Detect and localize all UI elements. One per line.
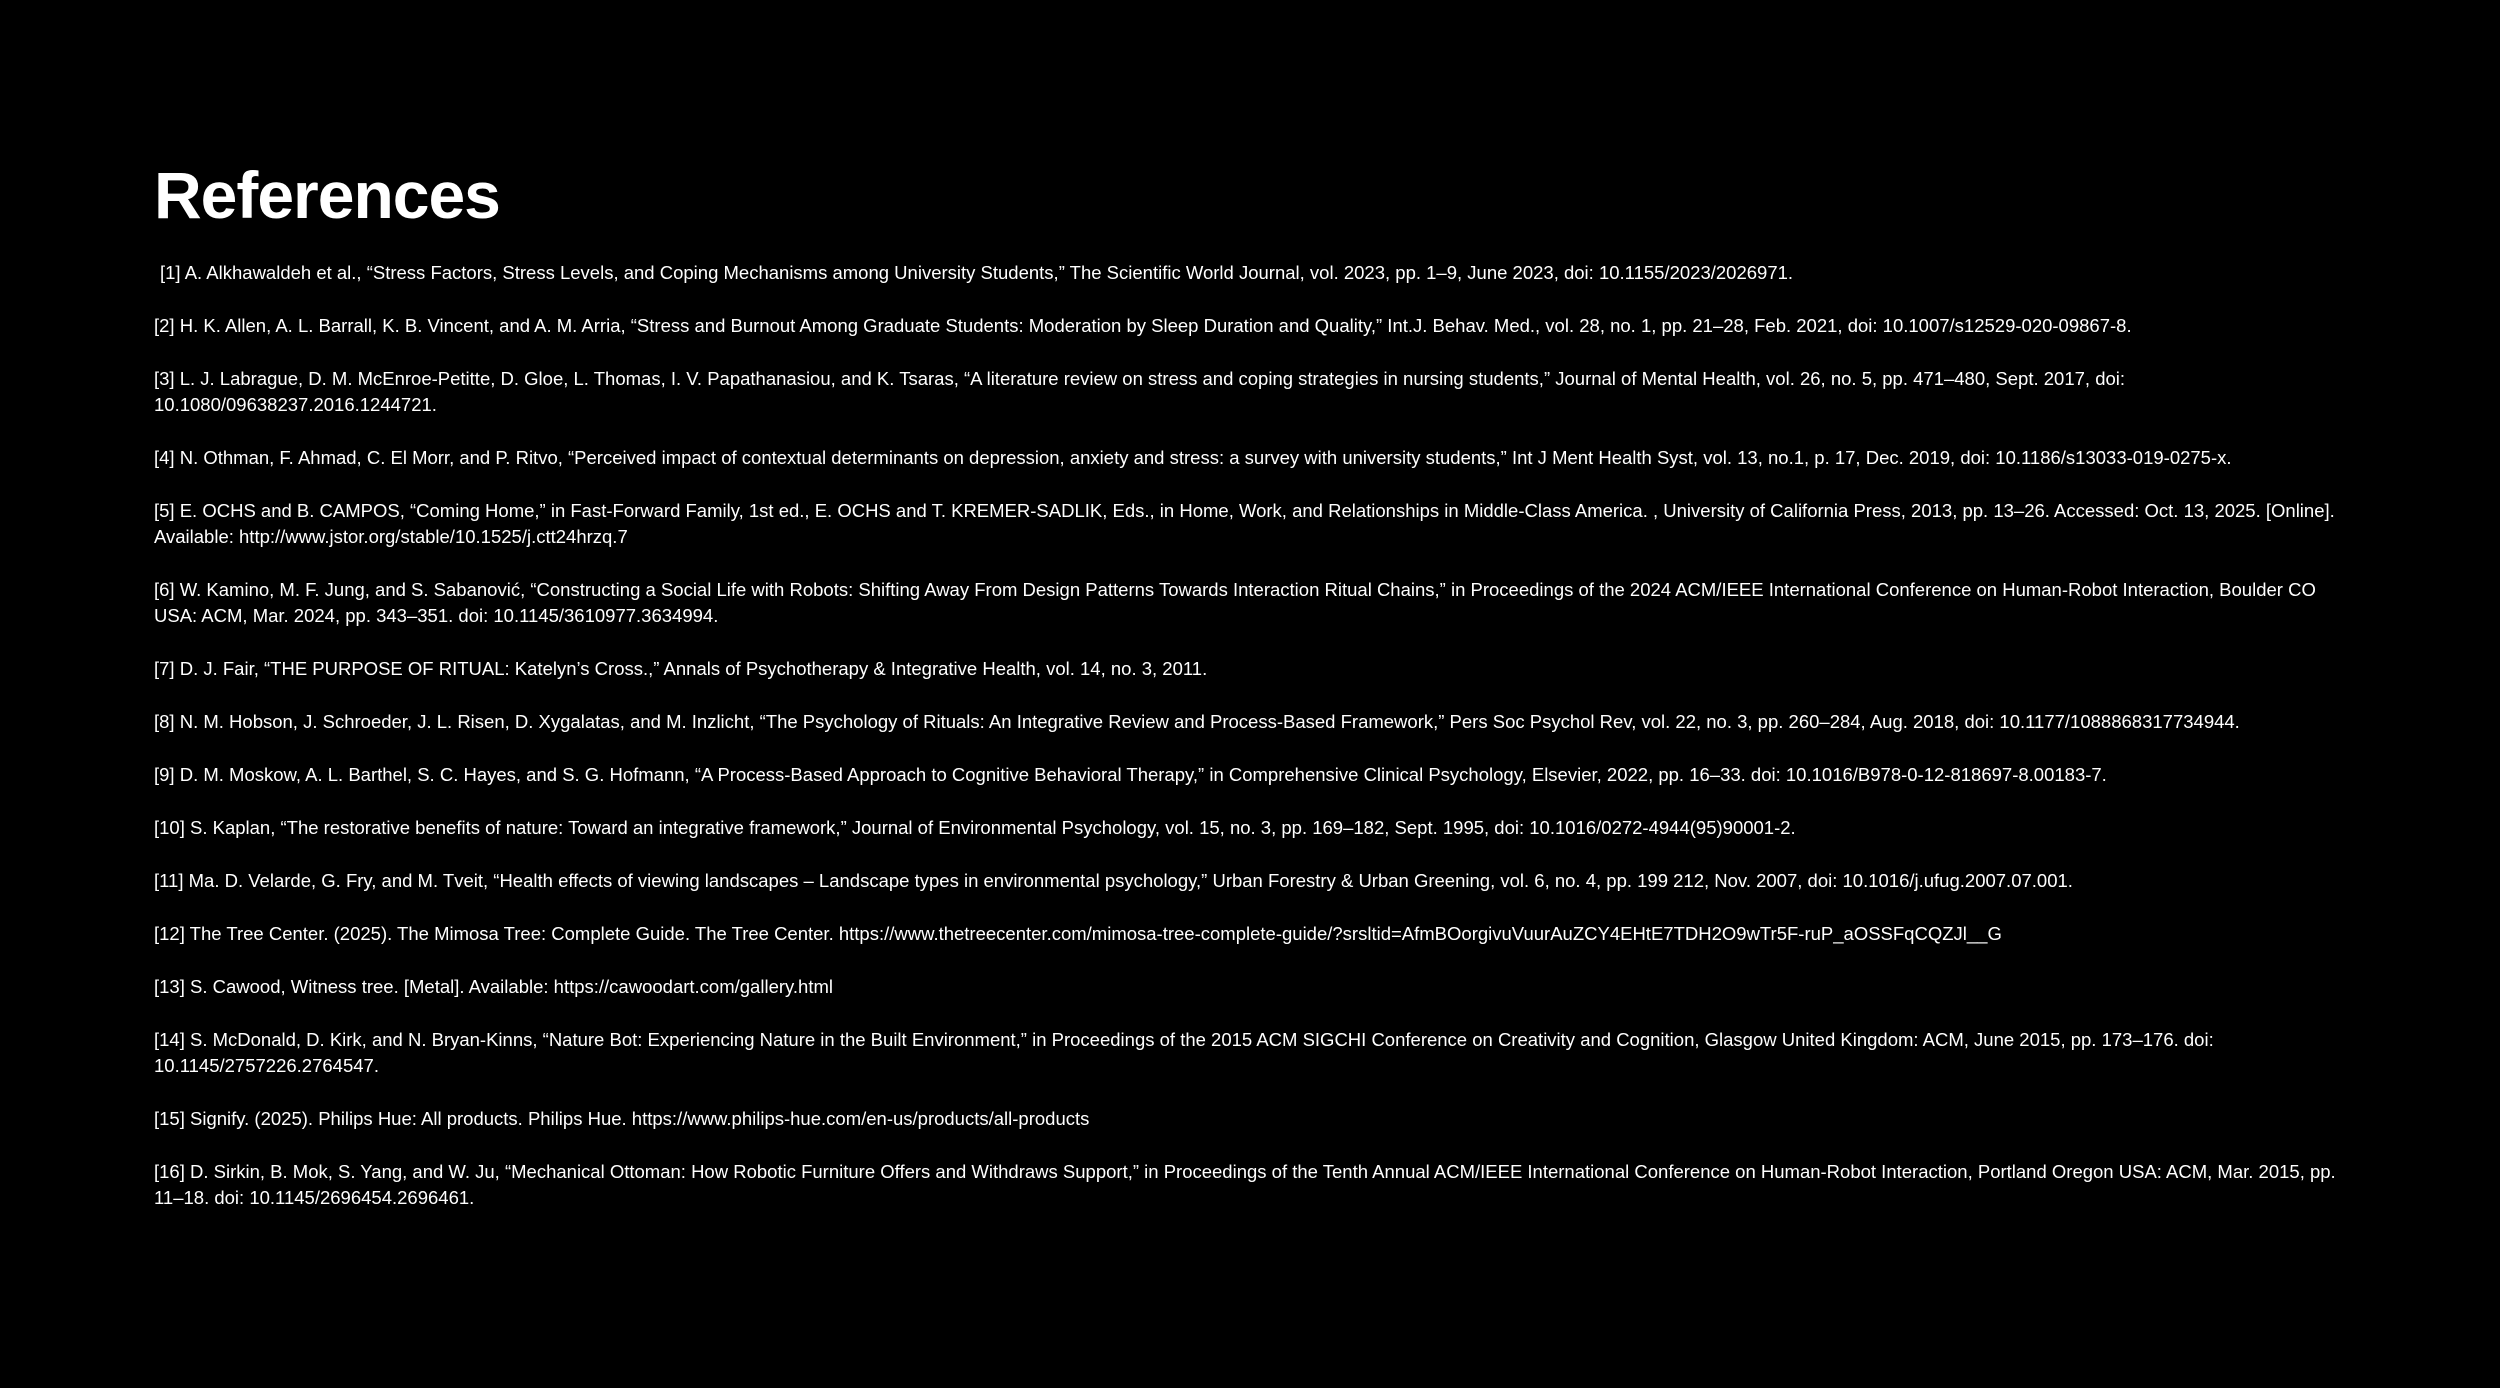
reference-item: [8] N. M. Hobson, J. Schroeder, J. L. Risen, D. Xygalatas, and M. Inzlicht, “The Psychology of Rituals: An Integrative Review and Process-Based Framework,” Pers Soc Psychol Rev, vol. 22, no. 3, pp. 260–284, Aug. 2018, doi: 10.1177/1088868317734944. (154, 711, 2240, 732)
reference-list (154, 260, 2354, 1211)
reference-item: [4] N. Othman, F. Ahmad, C. El Morr, and P. Ritvo, “Perceived impact of contextual determinants on depression, anxiety and stress: a survey with university students,” Int J Ment Health Syst, vol. 13, no.1, p. 17, Dec. 2019, doi: 10.1186/s13033-019-0275-x. (154, 447, 2232, 468)
reference-item: [13] S. Cawood, Witness tree. [Metal]. Available: https://cawoodart.com/gallery.html (154, 976, 833, 997)
page-title: References (154, 158, 500, 232)
reference-item: [7] D. J. Fair, “THE PURPOSE OF RITUAL: Katelyn’s Cross.,” Annals of Psychotherapy & Integrative Health, vol. 14, no. 3, 2011. (154, 658, 1208, 679)
reference-item: [12] The Tree Center. (2025). The Mimosa Tree: Complete Guide. The Tree Center. https://www.thetreecenter.com/mimosa-tree-complete-guide/?srsltid=AfmBOorgivuVuurAuZCY4EHtE7TDH2O9wTr5F-ruP_aOSSFqCQZJl__G (154, 923, 2002, 944)
reference-item: [9] D. M. Moskow, A. L. Barthel, S. C. Hayes, and S. G. Hofmann, “A Process-Based Approach to Cognitive Behavioral Therapy,” in Comprehensive Clinical Psychology, Elsevier, 2022, pp. 16–33. doi: 10.1016/B978-0-12-818697-8.00183-7. (154, 764, 2107, 785)
reference-item: [5] E. OCHS and B. CAMPOS, “Coming Home,” in Fast-Forward Family, 1st ed., E. OCHS and T. KREMER-SADLIK, Eds., in Home, Work, and Relationships in Middle-Class America. , University of California Press, 2013, pp. 13–26. Accessed: Oct. 13, 2025. [Online]. Available: http://www.jstor.org/stable/10.1525/j.ctt24hrzq.7 (154, 500, 2335, 547)
reference-item: [14] S. McDonald, D. Kirk, and N. Bryan-Kinns, “Nature Bot: Experiencing Nature in the Built Environment,” in Proceedings of the 2015 ACM SIGCHI Conference on Creativity and Cognition, Glasgow United Kingdom: ACM, June 2015, pp. 173–176. doi: 10.1145/2757226.2764547. (154, 1029, 2214, 1076)
reference-item: [2] H. K. Allen, A. L. Barrall, K. B. Vincent, and A. M. Arria, “Stress and Burnout Among Graduate Students: Moderation by Sleep Duration and Quality,” Int.J. Behav. Med., vol. 28, no. 1, pp. 21–28, Feb. 2021, doi: 10.1007/s12529-020-09867-8. (154, 315, 2132, 336)
reference-item: [1] A. Alkhawaldeh et al., “Stress Factors, Stress Levels, and Coping Mechanisms among University Students,” The Scientific World Journal, vol. 2023, pp. 1–9, June 2023, doi: 10.1155/2023/2026971. (160, 262, 1794, 283)
reference-item: [10] S. Kaplan, “The restorative benefits of nature: Toward an integrative framework,” Journal of Environmental Psychology, vol. 15, no. 3, pp. 169–182, Sept. 1995, doi: 10.1016/0272-4944(95)90001-2. (154, 817, 1796, 838)
references-slide (154, 150, 2354, 1238)
reference-item: [6] W. Kamino, M. F. Jung, and S. Sabanović, “Constructing a Social Life with Robots: Shifting Away From Design Patterns Towards Interaction Ritual Chains,” in Proceedings of the 2024 ACM/IEEE International Conference on Human-Robot Interaction, Boulder CO USA: ACM, Mar. 2024, pp. 343–351. doi: 10.1145/3610977.3634994. (154, 579, 2316, 626)
reference-item: [3] L. J. Labrague, D. M. McEnroe‐Petitte, D. Gloe, L. Thomas, I. V. Papathanasiou, and K. Tsaras, “A literature review on stress and coping strategies in nursing students,” Journal of Mental Health, vol. 26, no. 5, pp. 471–480, Sept. 2017, doi: 10.1080/09638237.2016.1244721. (154, 368, 2126, 415)
reference-item: [16] D. Sirkin, B. Mok, S. Yang, and W. Ju, “Mechanical Ottoman: How Robotic Furniture Offers and Withdraws Support,” in Proceedings of the Tenth Annual ACM/IEEE International Conference on Human-Robot Interaction, Portland Oregon USA: ACM, Mar. 2015, pp. 11–18. doi: 10.1145/2696454.2696461. (154, 1161, 2336, 1208)
reference-item: [11] Ma. D. Velarde, G. Fry, and M. Tveit, “Health effects of viewing landscapes – Landscape types in environmental psychology,” Urban Forestry & Urban Greening, vol. 6, no. 4, pp. 199 212, Nov. 2007, doi: 10.1016/j.ufug.2007.07.001. (154, 870, 2073, 891)
reference-item: [15] Signify. (2025). Philips Hue: All products. Philips Hue. https://www.philips-hue.com/en-us/products/all-products (154, 1108, 1090, 1129)
